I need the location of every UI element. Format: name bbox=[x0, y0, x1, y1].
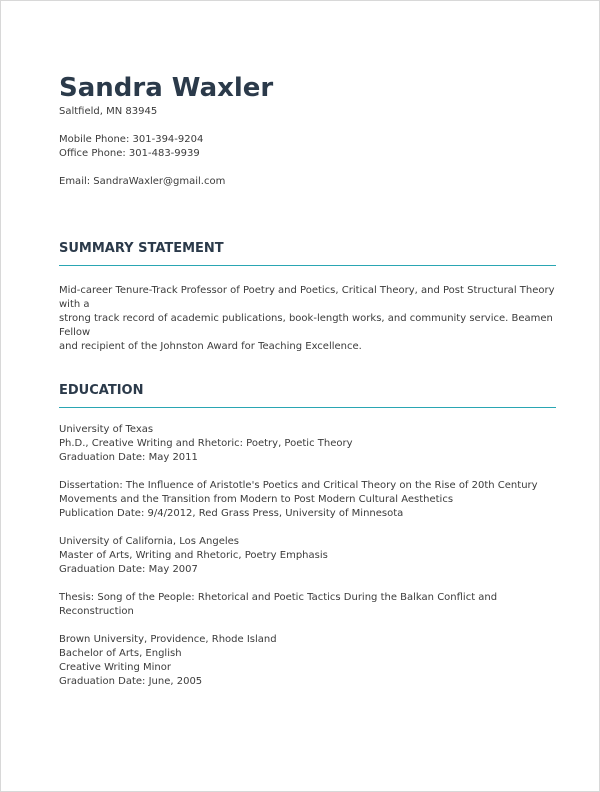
education-line: Graduation Date: June, 2005 bbox=[59, 676, 203, 687]
summary-divider bbox=[59, 265, 556, 266]
office-phone: Office Phone: 301-483-9939 bbox=[59, 148, 200, 159]
education-line: Graduation Date: May 2011 bbox=[59, 452, 198, 463]
education-entry-texas bbox=[59, 423, 556, 465]
education-section bbox=[59, 382, 556, 689]
education-line: Master of Arts, Writing and Rhetoric, Poetry Emphasis bbox=[59, 550, 328, 561]
education-line: Movements and the Transition from Modern to Post Modern Cultural Aesthetics bbox=[59, 494, 454, 505]
education-entry-dissertation bbox=[59, 479, 556, 521]
spacer bbox=[59, 619, 556, 633]
summary-line: and recipient of the Johnston Award for Teaching Excellence. bbox=[59, 341, 362, 352]
education-entry-brown bbox=[59, 633, 556, 689]
education-line: University of Texas bbox=[59, 424, 154, 435]
address: Saltfield, MN 83945 bbox=[59, 106, 158, 117]
summary-text bbox=[59, 284, 556, 354]
resume-name: Sandra Waxler bbox=[59, 73, 274, 103]
spacer bbox=[59, 521, 556, 535]
education-line: Brown University, Providence, Rhode Island bbox=[59, 634, 277, 645]
education-line: Dissertation: The Influence of Aristotle's Poetics and Critical Theory on the Rise of 20th Century bbox=[59, 480, 538, 491]
education-line: Graduation Date: May 2007 bbox=[59, 564, 198, 575]
education-line: Publication Date: 9/4/2012, Red Grass Press, University of Minnesota bbox=[59, 508, 404, 519]
spacer bbox=[59, 119, 556, 133]
education-line: Ph.D., Creative Writing and Rhetoric: Poetry, Poetic Theory bbox=[59, 438, 353, 449]
summary-section bbox=[59, 240, 556, 354]
education-line: Creative Writing Minor bbox=[59, 662, 171, 673]
education-entry-thesis bbox=[59, 591, 556, 619]
education-line: Bachelor of Arts, English bbox=[59, 648, 182, 659]
summary-line: Mid-career Tenure-Track Professor of Poetry and Poetics, Critical Theory, and Post Structural Theory with a bbox=[59, 285, 555, 310]
summary-line: strong track record of academic publications, book-length works, and community service. Beamen Fellow bbox=[59, 313, 553, 338]
education-divider bbox=[59, 407, 556, 408]
education-entry-ucla bbox=[59, 535, 556, 577]
education-line: University of California, Los Angeles bbox=[59, 536, 240, 547]
education-line: Thesis: Song of the People: Rhetorical and Poetic Tactics During the Balkan Conflict and Reconstruction bbox=[59, 592, 498, 617]
summary-title: SUMMARY STATEMENT bbox=[59, 241, 224, 256]
education-title: EDUCATION bbox=[59, 383, 144, 398]
spacer bbox=[59, 577, 556, 591]
spacer bbox=[59, 161, 556, 175]
spacer bbox=[59, 465, 556, 479]
mobile-phone: Mobile Phone: 301-394-9204 bbox=[59, 134, 204, 145]
resume-content bbox=[59, 71, 556, 689]
email: Email: SandraWaxler@gmail.com bbox=[59, 176, 226, 187]
